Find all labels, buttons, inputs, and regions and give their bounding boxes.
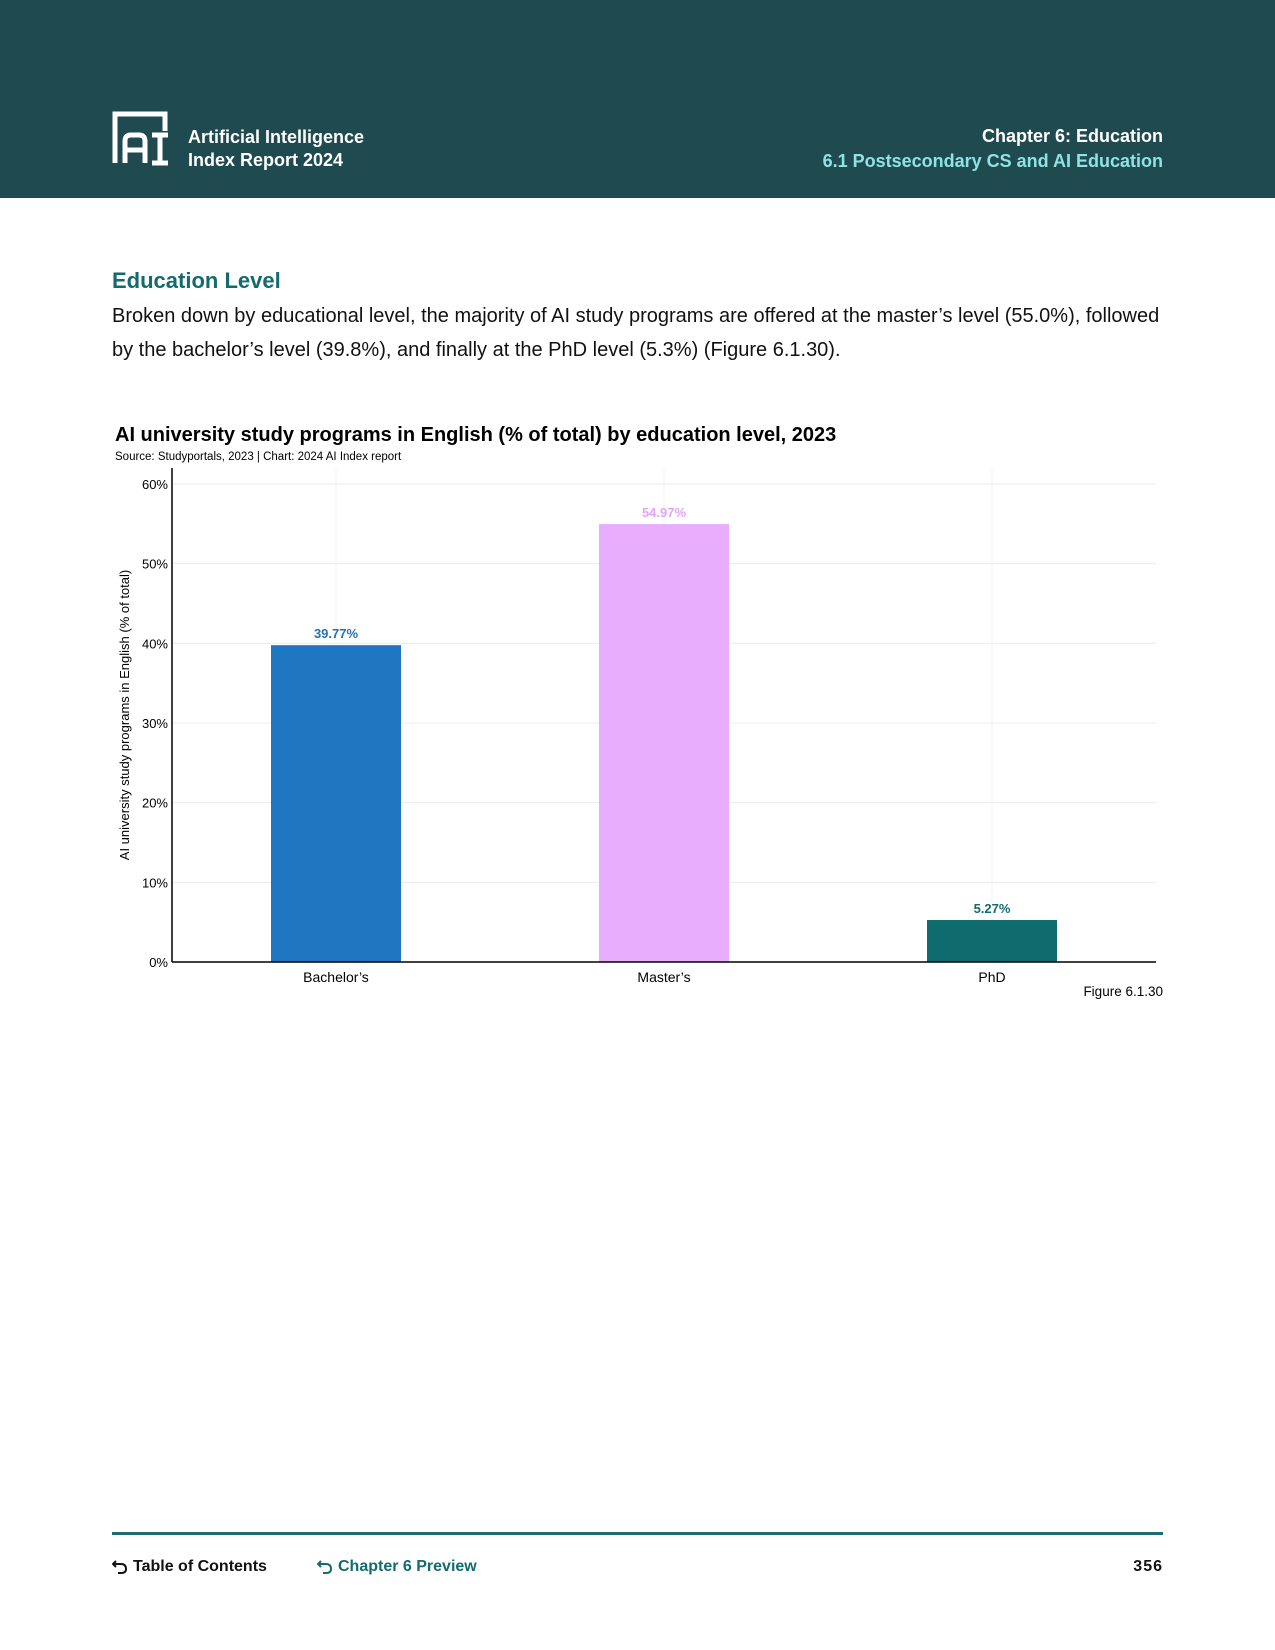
report-title-line2: Index Report 2024: [188, 150, 344, 170]
y-tick-label: 30%: [141, 716, 168, 731]
return-arrow-icon: [112, 1559, 128, 1575]
bar-value-label: 54.97%: [641, 505, 687, 521]
bar: [927, 920, 1057, 962]
x-tick-label: PhD: [978, 969, 1006, 985]
bar: [271, 645, 401, 962]
x-tick-label: Bachelor’s: [303, 969, 369, 985]
y-tick-label: 50%: [141, 556, 168, 572]
chapter-preview-link[interactable]: [317, 1558, 477, 1576]
y-axis-label: AI university study programs in English (% of total): [117, 569, 132, 861]
page-number: 356: [1133, 1558, 1163, 1575]
y-tick-label: 0%: [149, 955, 168, 970]
bar: [599, 524, 729, 962]
section-heading: Education Level: [112, 268, 281, 293]
section-title: 6.1 Postsecondary CS and AI Education: [822, 151, 1163, 171]
bar-value-label: 39.77%: [313, 626, 359, 642]
y-tick-label: 10%: [141, 875, 168, 891]
chart-source: Source: Studyportals, 2023 | Chart: 2024 AI Index report: [115, 451, 402, 463]
figure-label: Figure 6.1.30: [1083, 984, 1163, 999]
chapter-title: Chapter 6: Education: [981, 126, 1163, 146]
toc-label: Table of Contents: [133, 1558, 267, 1575]
y-tick-label: 40%: [141, 636, 168, 652]
preview-label: Chapter 6 Preview: [338, 1558, 477, 1575]
return-arrow-icon: [317, 1559, 333, 1575]
report-title-line1: Artificial Intelligence: [188, 127, 365, 147]
footer-divider: [112, 1532, 1163, 1535]
chart-bars: [271, 505, 1057, 962]
body-paragraph: Broken down by educational level, the majority of AI study programs are offered at the master’s level (55.0%), followed by the bachelor’s level (39.8%), and finally at the PhD level (5.3%) (Figure 6.1.30).: [112, 305, 1160, 361]
x-tick-label: Master’s: [637, 969, 691, 985]
y-tick-label: 60%: [141, 477, 168, 492]
bar-value-label: 5.27%: [973, 901, 1011, 917]
chart-title: AI university study programs in English (% of total) by education level, 2023: [115, 424, 837, 446]
y-tick-label: 20%: [141, 795, 168, 811]
table-of-contents-link[interactable]: [112, 1558, 267, 1576]
